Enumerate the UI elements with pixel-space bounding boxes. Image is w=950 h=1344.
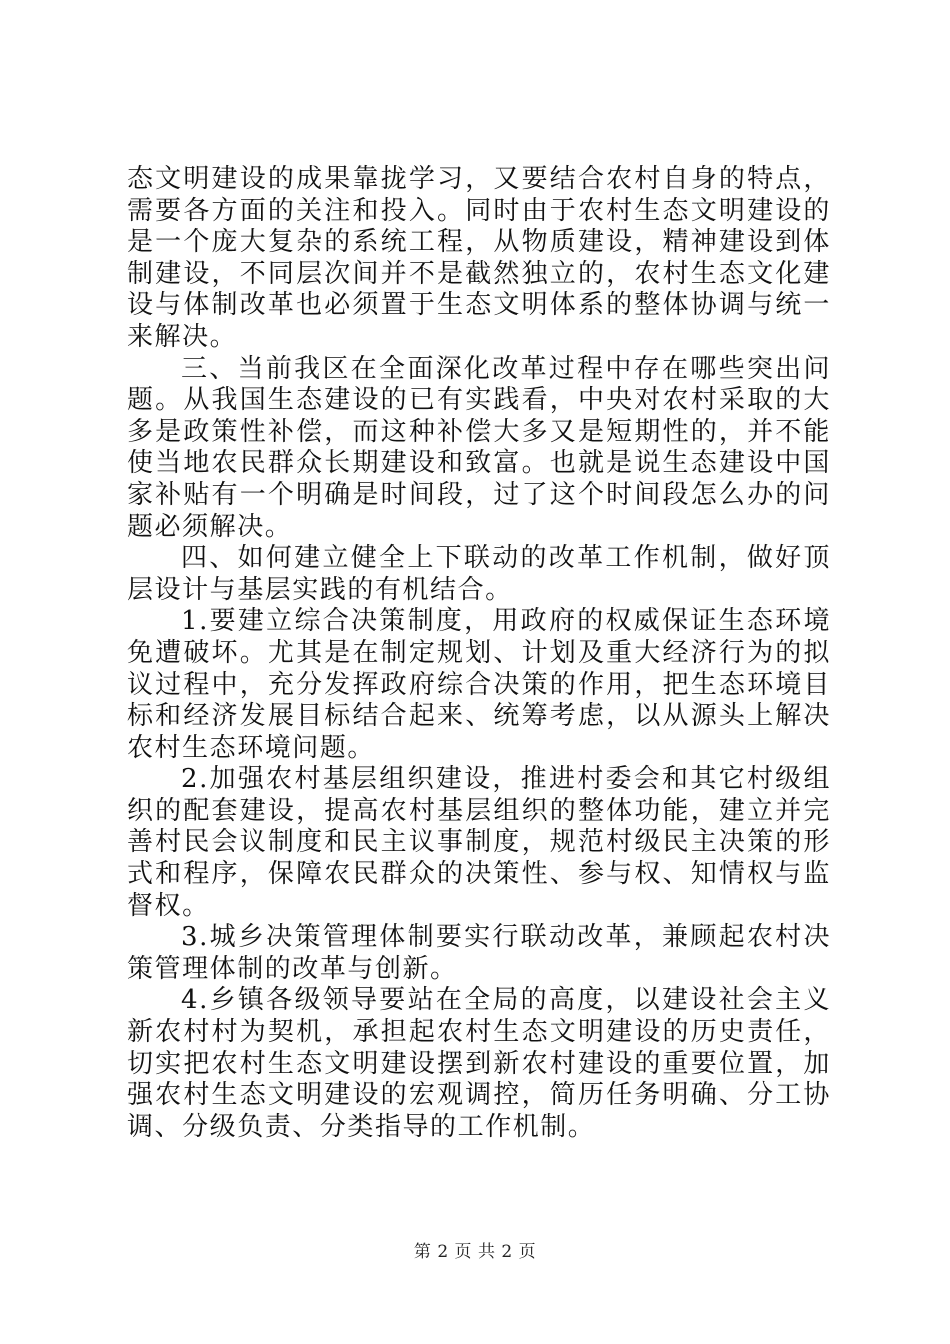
paragraph-6: 3.城乡决策管理体制要实行联动改革，兼顾起农村决策管理体制的改革与创新。 (127, 922, 831, 984)
paragraph-4: 1.要建立综合决策制度，用政府的权威保证生态环境免遭破坏。尤其是在制定规划、计划及重大经济行为的拟议过程中，充分发挥政府综合决策的作用，把生态环境目标和经济发展目标结合起来、统筹考虑，以从源头上解决农村生态环境问题。 (127, 606, 831, 763)
document-body (127, 164, 831, 1143)
page-number-label: 第 2 页 共 2 页 (413, 1242, 537, 1262)
paragraph-3: 四、如何建立健全上下联动的改革工作机制，做好顶层设计与基层实践的有机结合。 (127, 543, 831, 605)
page-footer (0, 1242, 950, 1262)
paragraph-2: 三、当前我区在全面深化改革过程中存在哪些突出问题。从我国生态建设的已有实践看，中央对农村采取的大多是政策性补偿，而这种补偿大多又是短期性的，并不能使当地农民群众长期建设和致富。也就是说生态建设中国家补贴有一个明确是时间段，过了这个时间段怎么办的问题必须解决。 (127, 353, 831, 542)
paragraph-5: 2.加强农村基层组织建设，推进村委会和其它村级组织的配套建设，提高农村基层组织的整体功能，建立并完善村民会议制度和民主议事制度，规范村级民主决策的形式和程序，保障农民群众的决策性、参与权、知情权与监督权。 (127, 764, 831, 921)
paragraph-1: 态文明建设的成果靠拢学习，又要结合农村自身的特点，需要各方面的关注和投入。同时由于农村生态文明建设的是一个庞大复杂的系统工程，从物质建设，精神建设到体制建设，不同层次间并不是截然独立的，农村生态文化建设与体制改革也必须置于生态文明体系的整体协调与统一来解决。 (127, 164, 831, 352)
paragraph-7: 4.乡镇各级领导要站在全局的高度，以建设社会主义新农村村为契机，承担起农村生态文明建设的历史责任，切实把农村生态文明建设摆到新农村建设的重要位置，加强农村生态文明建设的宏观调控，简历任务明确、分工协调、分级负责、分类指导的工作机制。 (127, 985, 831, 1142)
